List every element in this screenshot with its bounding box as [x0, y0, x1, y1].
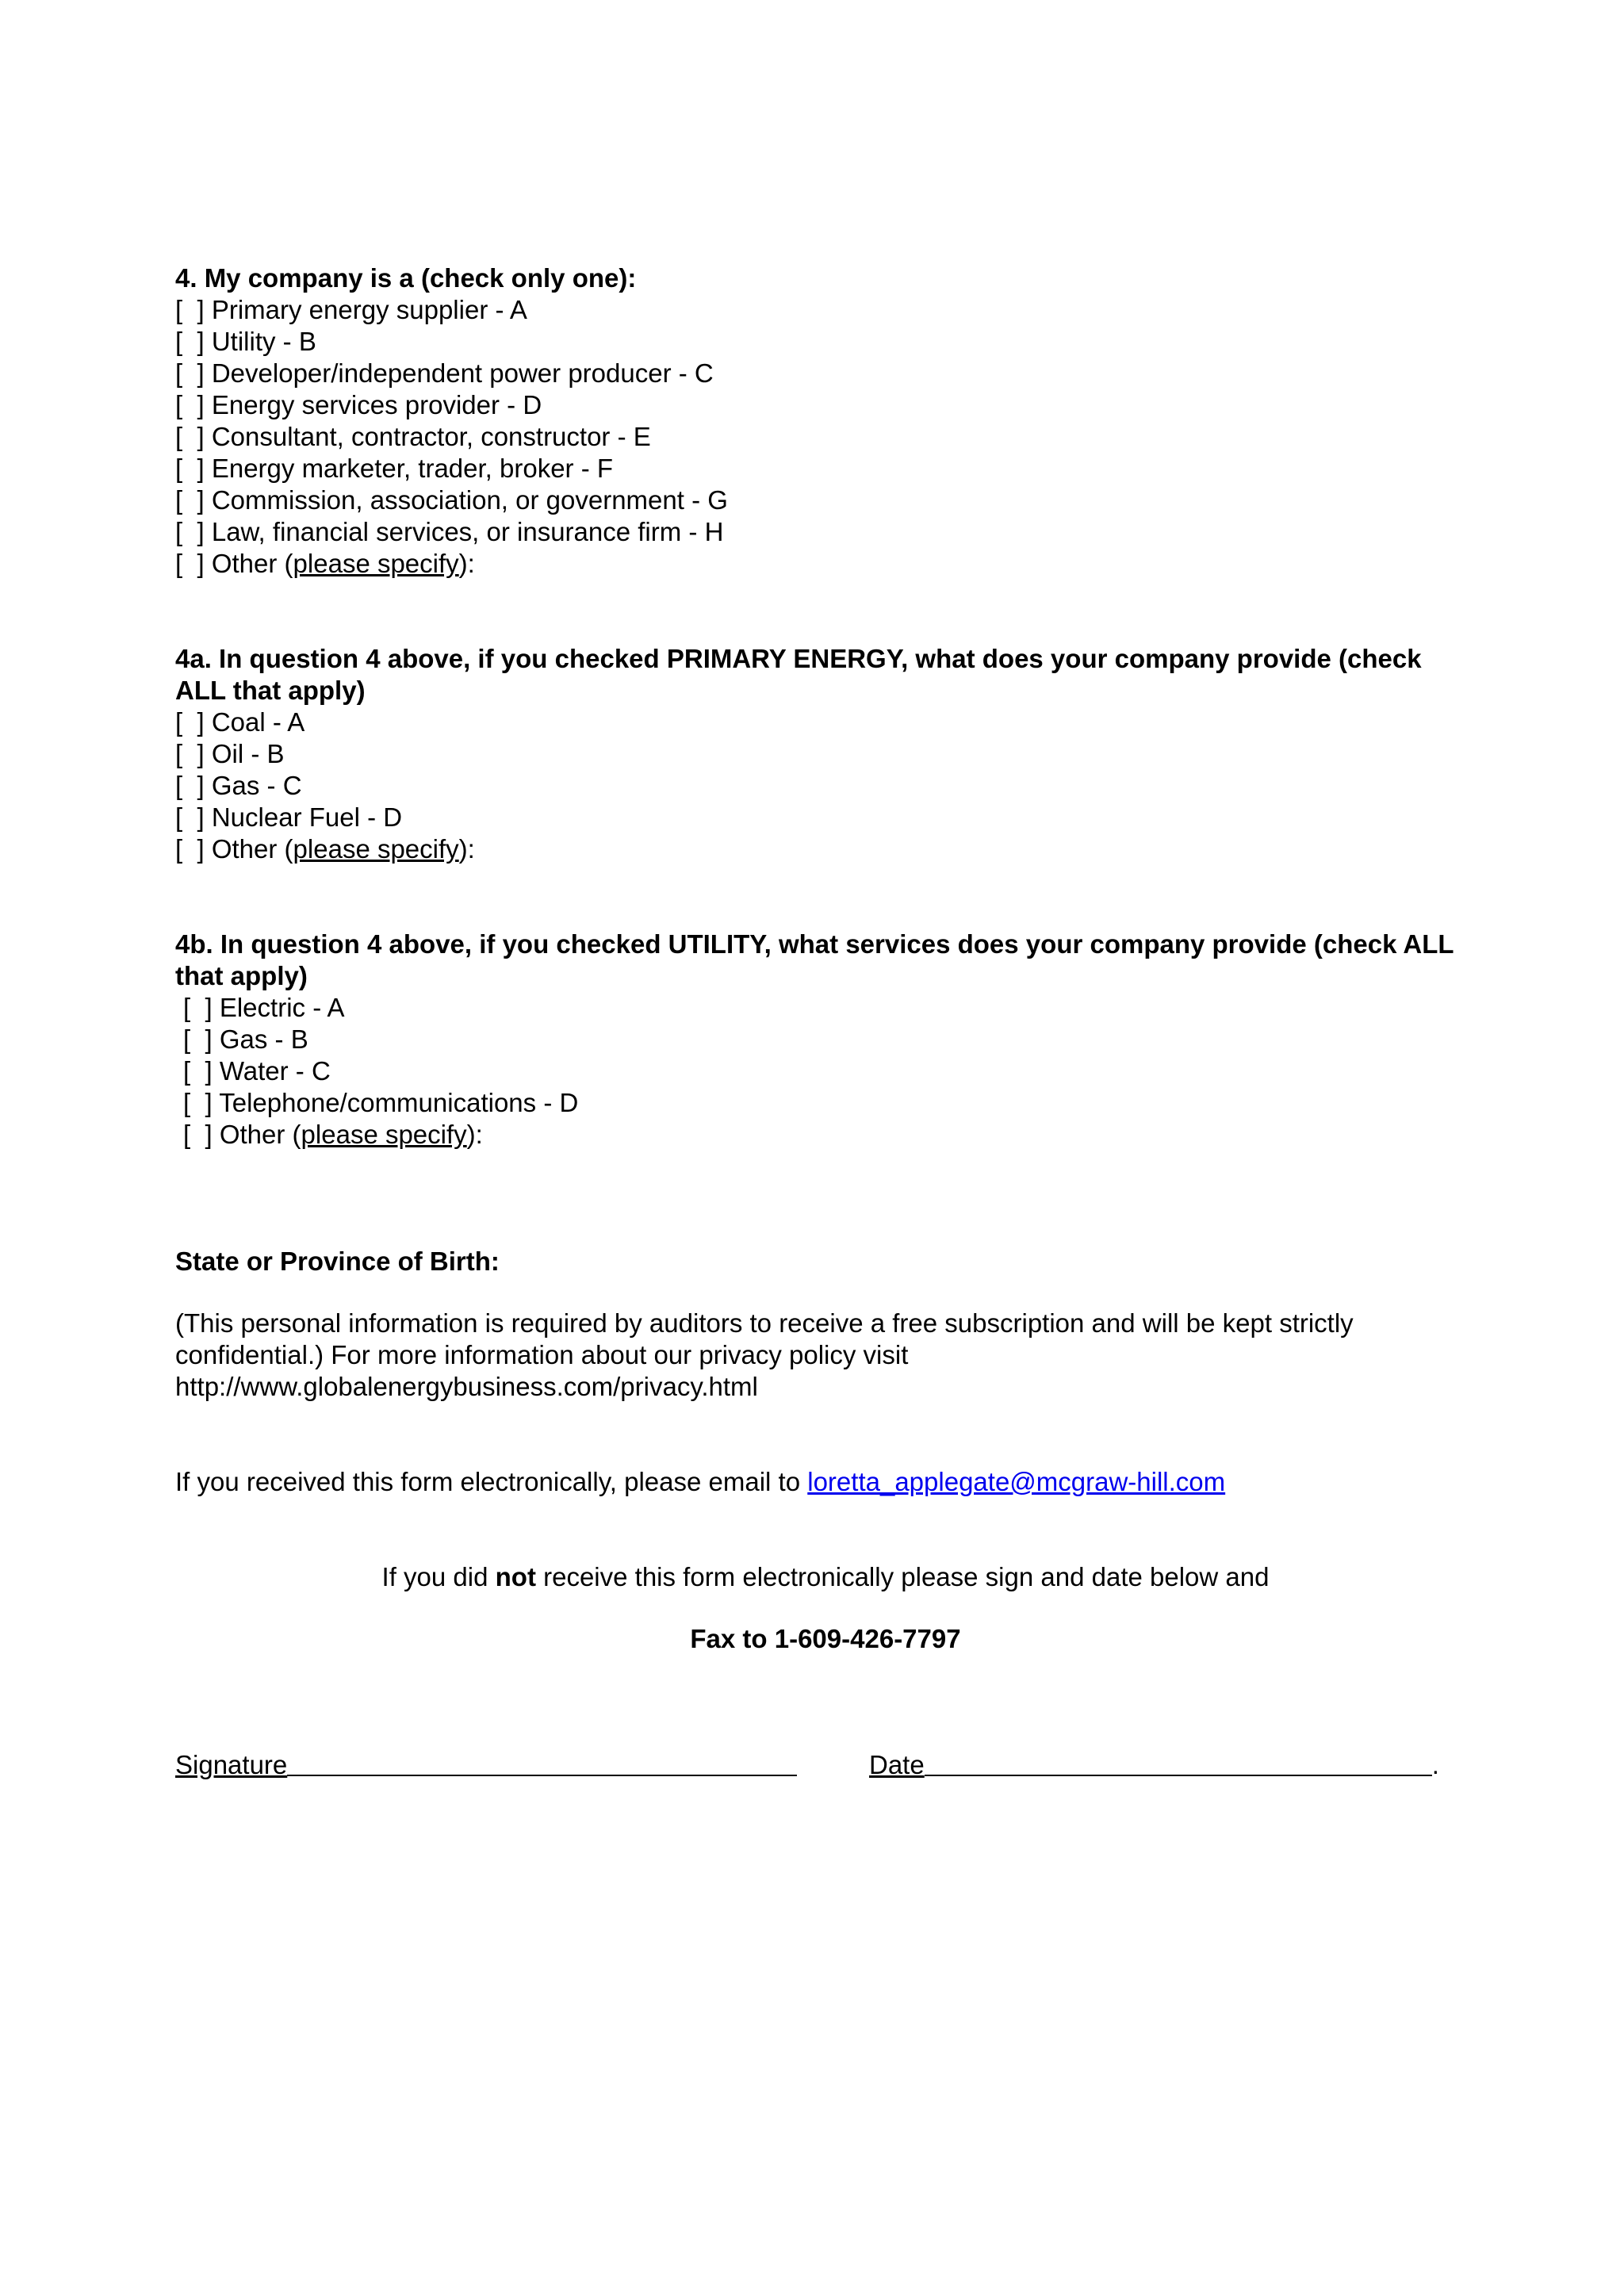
option-other[interactable]: [ ] Other (please specify): — [175, 834, 475, 864]
question-4 — [175, 262, 1476, 580]
signature-line[interactable] — [287, 1751, 797, 1776]
date-line[interactable] — [925, 1751, 1432, 1776]
option-b[interactable]: [ ] Oil - B — [175, 739, 285, 768]
question-4a — [175, 643, 1476, 865]
fax-number: Fax to 1-609-426-7797 — [690, 1624, 961, 1653]
option-a[interactable]: [ ] Coal - A — [175, 707, 305, 737]
option-b[interactable]: [ ] Gas - B — [183, 1024, 308, 1054]
option-c[interactable]: [ ] Gas - C — [175, 771, 302, 800]
date-field[interactable]: Date . — [869, 1750, 1439, 1779]
option-f[interactable]: [ ] Energy marketer, trader, broker - F — [175, 454, 614, 483]
option-h[interactable]: [ ] Law, financial services, or insurance firm - H — [175, 517, 724, 546]
birth-title: State or Province of Birth: — [175, 1247, 500, 1276]
form-page — [175, 262, 1476, 1655]
fax-instructions: If you did not receive this form electronically please sign and date below and — [381, 1562, 1270, 1591]
option-d[interactable]: [ ] Telephone/communications - D — [183, 1088, 579, 1117]
email-line: If you received this form electronically, please email to loretta_applegate@mcgraw-hill.com — [175, 1467, 1226, 1496]
option-other[interactable]: [ ] Other (please specify): — [183, 1120, 483, 1149]
option-a[interactable]: [ ] Primary energy supplier - A — [175, 295, 527, 324]
question-title: 4. My company is a (check only one): — [175, 263, 637, 293]
option-b[interactable]: [ ] Utility - B — [175, 327, 316, 356]
option-g[interactable]: [ ] Commission, association, or government - G — [175, 485, 728, 515]
option-d[interactable]: [ ] Energy services provider - D — [175, 390, 542, 419]
option-c[interactable]: [ ] Water - C — [183, 1056, 331, 1086]
option-d[interactable]: [ ] Nuclear Fuel - D — [175, 802, 403, 832]
signature-row — [175, 1749, 1476, 1784]
option-a[interactable]: [ ] Electric - A — [183, 993, 345, 1022]
option-other[interactable]: [ ] Other (please specify): — [175, 549, 475, 578]
question-title: 4b. In question 4 above, if you checked UTILITY, what services does your company provide (check ALL that apply) — [175, 929, 1454, 990]
signature-field[interactable]: Signature — [175, 1749, 797, 1781]
email-link[interactable]: loretta_applegate@mcgraw-hill.com — [807, 1467, 1226, 1496]
option-e[interactable]: [ ] Consultant, contractor, constructor - E — [175, 422, 651, 451]
privacy-note: (This personal information is required by auditors to receive a free subscription and will be kept strictly confidential.) For more information about our privacy policy visit http://www.globalenergybusiness.com/privacy.html — [175, 1308, 1354, 1401]
question-4b — [175, 929, 1476, 1151]
question-title: 4a. In question 4 above, if you checked PRIMARY ENERGY, what does your company provide (check ALL that apply) — [175, 644, 1422, 705]
option-c[interactable]: [ ] Developer/independent power producer - C — [175, 358, 714, 388]
